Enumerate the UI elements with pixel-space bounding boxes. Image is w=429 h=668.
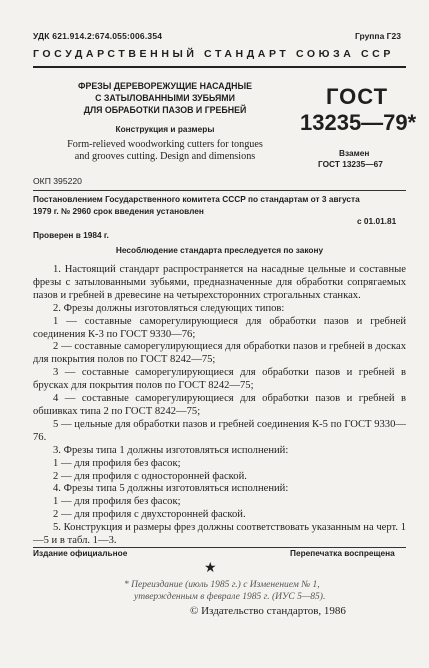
- title-en-line: and grooves cutting. Design and dimensions: [74, 151, 256, 162]
- paragraph: 2 — для профиля с двухсторонней фаской.: [53, 509, 246, 521]
- replaces-value: ГОСТ 13235—67: [318, 159, 383, 169]
- decree-line: 1979 г. № 2960 срок введения установлен: [33, 205, 204, 216]
- reissue-note-line: * Переиздание (июль 1985 г.) с Изменением № 1,: [124, 580, 320, 590]
- okp-rule: [33, 190, 406, 191]
- gost-label: ГОСТ: [326, 84, 389, 109]
- body-text: [33, 264, 406, 548]
- title-ru-line: ДЛЯ ОБРАБОТКИ ПАЗОВ И ГРЕБНЕЙ: [83, 105, 247, 115]
- udk-code: УДК 621.914.2:674.055:006.354: [33, 31, 163, 41]
- legal-warning: Несоблюдение стандарта преследуется по закону: [115, 245, 324, 255]
- paragraph: 1 — составные саморегулирующиеся для обработки пазов и гребней соединения К-3 по ГОСТ 9330—76;: [33, 315, 406, 340]
- paragraph: 5 — цельные для обработки пазов и гребней соединения К-5 по ГОСТ 9330—76.: [33, 418, 406, 443]
- reissue-note-line: утвержденным в феврале 1985 г. (ИУС 5—85).: [134, 592, 326, 602]
- paragraph: 2 — для профиля с односторонней фаской.: [53, 470, 247, 482]
- checked-note: Проверен в 1984 г.: [33, 230, 109, 240]
- title-en-line: Form-relieved woodworking cutters for tongues: [67, 139, 263, 150]
- paragraph: 2 — составные саморегулирующиеся для обработки пазов и гребней в досках для покрытия полов по ГОСТ 8242—75;: [33, 341, 406, 366]
- title-ru-line: С ЗАТЫЛОВАННЫМИ ЗУБЬЯМИ: [95, 93, 235, 103]
- decree-date: с 01.01.81: [357, 216, 397, 226]
- standard-banner: ГОСУДАРСТВЕННЫЙ СТАНДАРТ СОЮЗА ССР: [33, 48, 394, 60]
- paragraph: 2. Фрезы должны изготовляться следующих типов:: [53, 302, 285, 314]
- title-en: [30, 139, 300, 163]
- title-ru: [50, 80, 280, 116]
- reprint-notice: Перепечатка воспрещена: [290, 548, 395, 558]
- paragraph: 3 — составные саморегулирующиеся для обработки пазов и гребней в брусках для покрытия полов по ГОСТ 8242—75;: [33, 367, 406, 392]
- subtitle-ru: Конструкция и размеры: [115, 124, 215, 134]
- header-rule: [33, 66, 406, 68]
- copyright: © Издательство стандартов, 1986: [190, 605, 346, 617]
- reissue-note: [124, 579, 325, 603]
- paragraph: 5. Конструкция и размеры фрез должны соответствовать указанным на черт. 1—5 и в табл. 1—3.: [33, 522, 406, 547]
- okp-code: ОКП 395220: [33, 176, 82, 186]
- paragraph: 1 — для профиля без фасок;: [53, 457, 181, 469]
- replaces-label: Взамен: [339, 148, 370, 158]
- title-ru-line: ФРЕЗЫ ДЕРЕВОРЕЖУЩИЕ НАСАДНЫЕ: [77, 81, 253, 91]
- paragraph: 1. Настоящий стандарт распространяется на насадные цельные и составные фрезы с затылованными зубьями, предназначенные для обработки сопрягаемых пазов и гребней в древесине на четырехсторонних строгальных станках.: [33, 264, 406, 301]
- paragraph: 4. Фрезы типа 5 должны изготовляться исполнений:: [53, 483, 289, 495]
- official-edition: Издание официальное: [33, 548, 128, 558]
- decree-line: Постановлением Государственного комитета СССР по стандартам от 3 августа: [33, 194, 360, 204]
- decree-text: [33, 194, 406, 217]
- gost-number: 13235—79*: [300, 110, 417, 135]
- group-code: Группа Г23: [355, 31, 401, 41]
- star-icon: ★: [204, 561, 217, 576]
- paragraph: 3. Фрезы типа 1 должны изготовляться исполнений:: [53, 444, 289, 456]
- paragraph: 4 — составные саморегулирующиеся для обработки пазов и гребней в обшивках типа 2 по ГОСТ 8242—75;: [33, 393, 406, 417]
- paragraph: 1 — для профиля без фасок;: [53, 496, 181, 508]
